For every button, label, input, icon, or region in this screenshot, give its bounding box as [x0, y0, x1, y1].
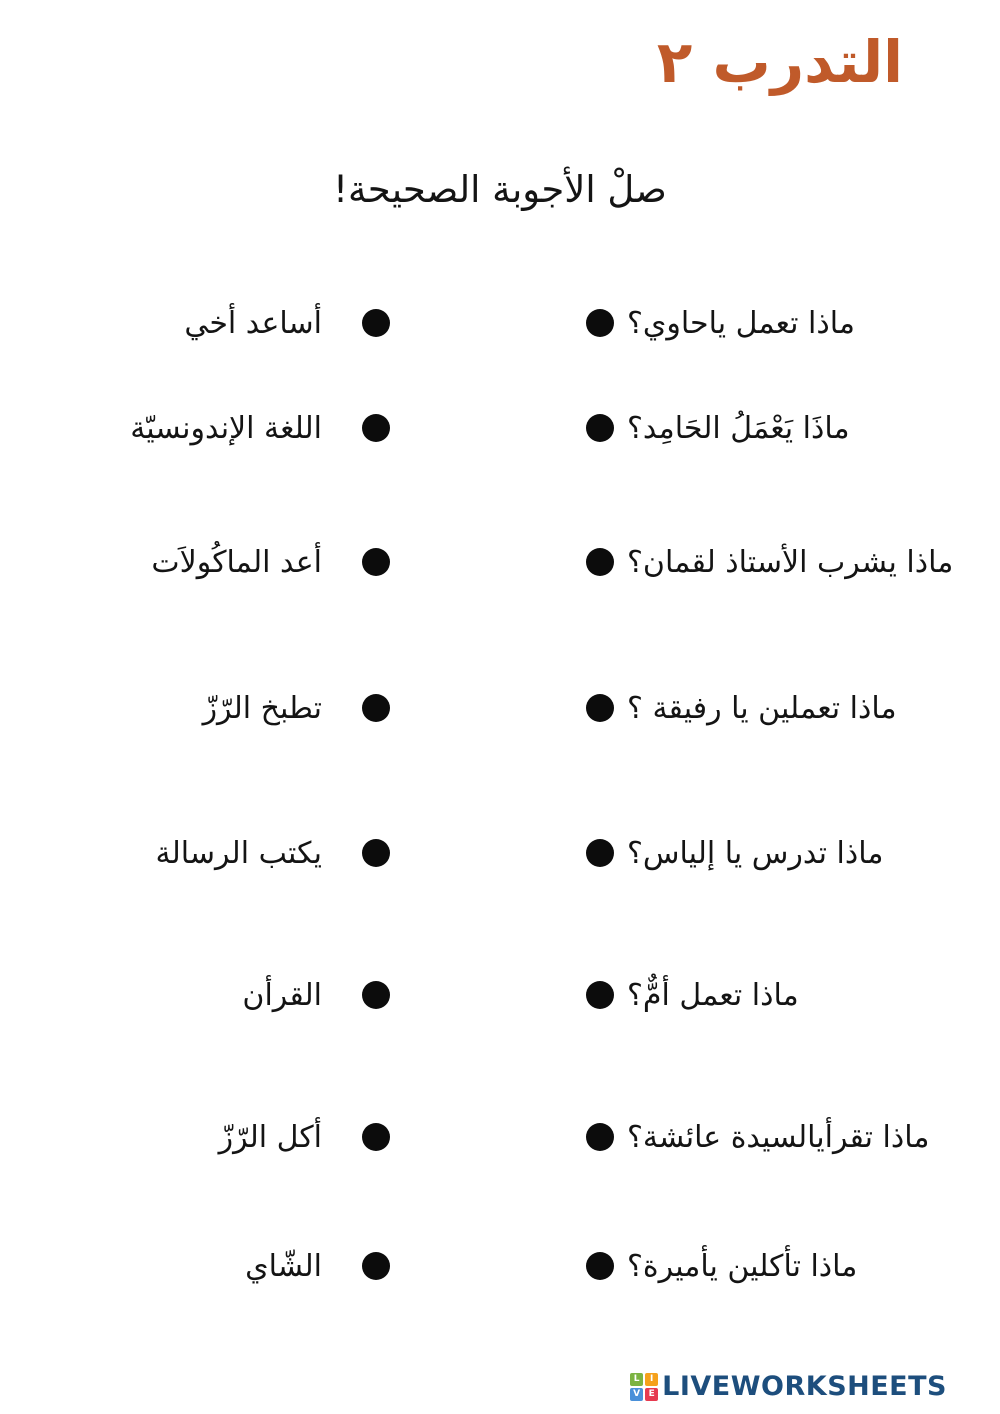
- match-row: [0, 1236, 1000, 1296]
- answer-cell: [219, 1107, 390, 1167]
- answer-text: أكل الرّزّ: [218, 1119, 322, 1155]
- logo-letter-l: L: [630, 1373, 643, 1386]
- question-cell: [586, 532, 953, 592]
- answer-match-dot[interactable]: [362, 839, 390, 867]
- question-text: ماذا تدرس يا إلياس؟: [627, 835, 884, 871]
- answer-text: الشّاي: [245, 1248, 322, 1284]
- answer-cell: [156, 823, 391, 883]
- question-cell: [586, 823, 883, 883]
- worksheet-instruction: صلْ الأجوبة الصحيحة!: [333, 168, 667, 211]
- question-cell: [586, 678, 897, 738]
- logo-letter-e: E: [645, 1388, 658, 1401]
- answer-cell: [245, 1236, 390, 1296]
- answer-match-dot[interactable]: [362, 309, 390, 337]
- question-text: ماذَا يَعْمَلُ الحَامِد؟: [627, 410, 850, 446]
- question-match-dot[interactable]: [586, 548, 614, 576]
- answer-match-dot[interactable]: [362, 981, 390, 1009]
- question-cell: [586, 1236, 857, 1296]
- answer-text: القرأن: [242, 977, 322, 1013]
- question-text: ماذا تقرأيالسيدة عائشة؟: [627, 1119, 930, 1155]
- question-match-dot[interactable]: [586, 839, 614, 867]
- question-cell: [586, 293, 855, 353]
- answer-match-dot[interactable]: [362, 1123, 390, 1151]
- question-cell: [586, 398, 850, 458]
- question-text: ماذا تعمل أمٌّ؟: [627, 977, 799, 1013]
- question-text: ماذا تعمل ياحاوي؟: [627, 305, 855, 341]
- logo-letter-v: V: [630, 1388, 643, 1401]
- match-row: [0, 965, 1000, 1025]
- question-cell: [586, 1107, 929, 1167]
- answer-match-dot[interactable]: [362, 548, 390, 576]
- match-row: [0, 678, 1000, 738]
- answer-match-dot[interactable]: [362, 1252, 390, 1280]
- answer-match-dot[interactable]: [362, 414, 390, 442]
- brand-name: LIVEWORKSHEETS: [662, 1371, 947, 1402]
- match-row: [0, 293, 1000, 353]
- question-cell: [586, 965, 799, 1025]
- answer-text: أعد الماكُولاَت: [151, 544, 322, 580]
- answer-cell: [242, 965, 390, 1025]
- worksheet-title: التدرب ٢: [656, 28, 903, 96]
- answer-text: يكتب الرسالة: [155, 835, 322, 871]
- liveworksheets-logo-icon: [630, 1373, 658, 1401]
- question-text: ماذا تأكلين يأميرة؟: [627, 1248, 858, 1284]
- question-match-dot[interactable]: [586, 1123, 614, 1151]
- question-text: ماذا تعملين يا رفيقة ؟: [627, 690, 897, 726]
- answer-text: تطبخ الرّزّ: [202, 690, 322, 726]
- answer-text: أساعد أخي: [184, 305, 322, 341]
- question-match-dot[interactable]: [586, 981, 614, 1009]
- question-match-dot[interactable]: [586, 309, 614, 337]
- answer-cell: [203, 678, 390, 738]
- question-text: ماذا يشرب الأستاذ لقمان؟: [627, 544, 954, 580]
- question-match-dot[interactable]: [586, 694, 614, 722]
- question-match-dot[interactable]: [586, 1252, 614, 1280]
- match-row: [0, 823, 1000, 883]
- answer-text: اللغة الإندونسيّة: [130, 410, 322, 446]
- match-row: [0, 398, 1000, 458]
- footer-brand: [630, 1371, 947, 1402]
- question-match-dot[interactable]: [586, 414, 614, 442]
- logo-letter-i: I: [645, 1373, 658, 1386]
- match-row: [0, 532, 1000, 592]
- answer-match-dot[interactable]: [362, 694, 390, 722]
- answer-cell: [130, 398, 390, 458]
- answer-cell: [151, 532, 390, 592]
- answer-cell: [184, 293, 390, 353]
- match-row: [0, 1107, 1000, 1167]
